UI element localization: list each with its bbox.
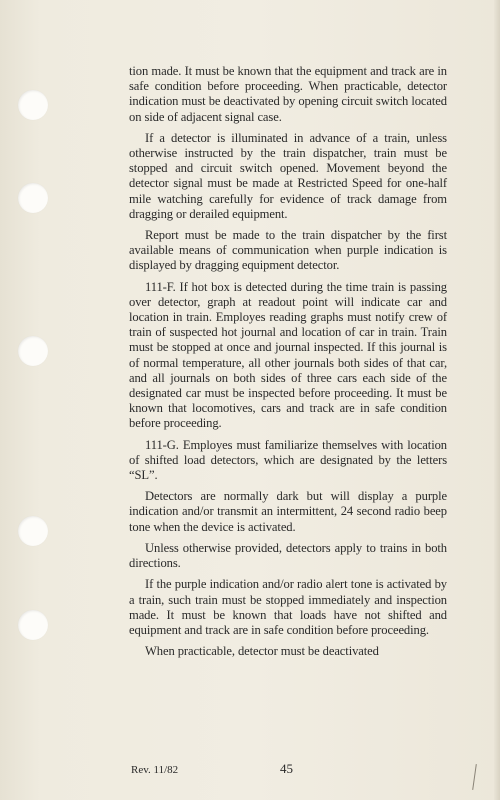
paragraph-deactivated: When practicable, detector must be deactivated [145, 644, 379, 659]
binder-hole [18, 336, 48, 366]
paragraph-purple-indication: If the purple indication and/or radio alert tone is activated by a train, such train must be stopped immediately and inspection made. It must be known that loads have not shifted and equipment and track are in safe condition before proceeding. [129, 577, 447, 637]
rule-text-body [129, 64, 447, 659]
paragraph-both-directions: Unless otherwise provided, detectors apply to trains in both directions. [129, 540, 447, 571]
paragraph-rule-111f: 111-F. If hot box is detected during the time train is passing over detector, graph at readout point will indicate car and location in train. Employes reading graphs must notify crew of train of suspected hot journal and location of car in train. Train must be stopped at once and journal inspected. If this journal is of normal temperature, all other journals both sides of that car, and all journals on both sides of three cars each side of the designated car must be inspected before proceeding. It must be known that locomotives, cars and track are in safe condition before proceeding. [129, 279, 447, 431]
paragraph-detectors-dark: Detectors are normally dark but will display a purple indication and/or transmit an intermittent, 24 second radio beep tone when the device is activated. [129, 489, 447, 534]
page-number: 45 [280, 761, 293, 776]
page-edge-shadow [494, 0, 500, 800]
paragraph-report-dispatcher: Report must be made to the train dispatcher by the first available means of communication when purple indication is displayed by dragging equipment detector. [129, 228, 447, 273]
paragraph-detector-illuminated: If a detector is illuminated in advance of a train, unless otherwise instructed by the train dispatcher, train must be stopped and circuit switch opened. Movement beyond the detector signal must be made at Restricted Speed for one-half mile watching carefully for evidence of track damage from dragging or derailed equipment. [129, 130, 447, 221]
binder-hole [18, 183, 48, 213]
paragraph-continuation: tion made. It must be known that the equipment and track are in safe condition before proceeding. When practicable, detector indication must be deactivated by opening circuit switch located on side of adjacent signal case. [129, 64, 447, 124]
binder-hole [18, 516, 48, 546]
revision-label: Rev. 11/82 [131, 764, 179, 776]
paragraph-rule-111g: 111-G. Employes must familiarize themselves with location of shifted load detectors, which are designated by the letters “SL”. [129, 437, 447, 483]
margin-pencil-mark [472, 764, 477, 790]
binder-hole [18, 90, 48, 120]
binder-hole [18, 610, 48, 640]
